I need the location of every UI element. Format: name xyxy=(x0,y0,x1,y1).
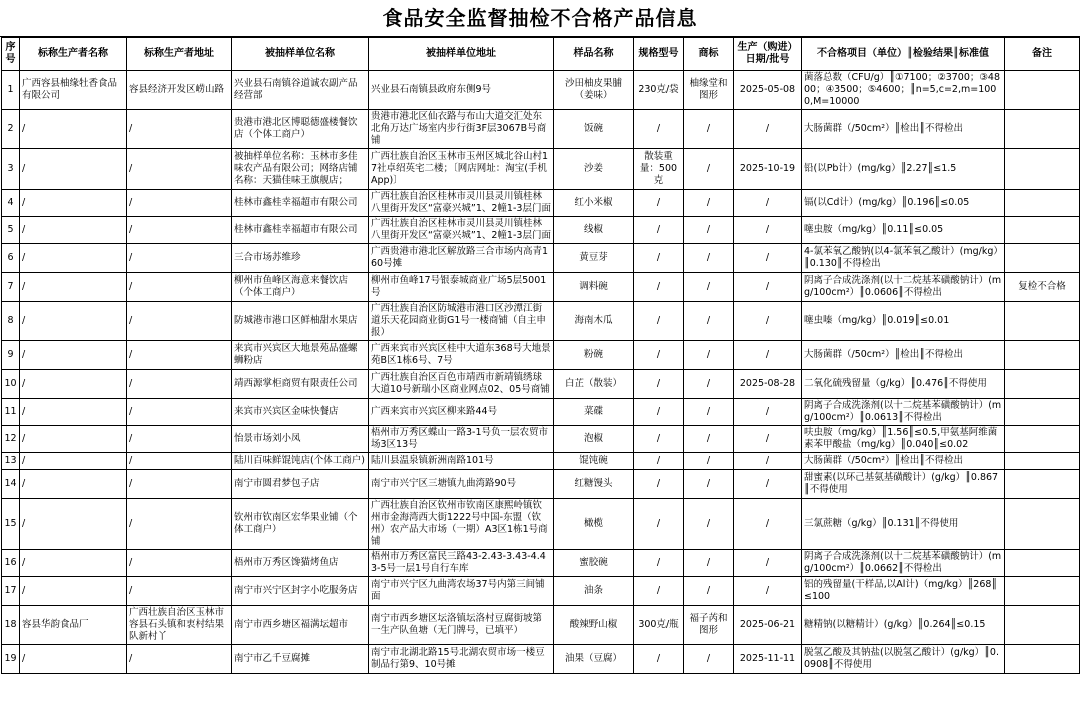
table-cell: 铅(以Pb计）(mg/kg）║2.27║≤1.5 xyxy=(802,149,1005,190)
table-cell: 南宁市兴宁区九曲湾农场37号内第三间铺面 xyxy=(369,577,554,606)
table-header-row xyxy=(2,38,1080,71)
table-cell: 广西来宾市兴宾区柳来路44号 xyxy=(369,399,554,426)
table-cell: 柳州市鱼峰区海意来餐饮店（个体工商户） xyxy=(232,273,369,302)
table-cell: 大肠菌群（/50cm²）║检出║不得检出 xyxy=(802,341,1005,370)
table-cell: 酸辣野山椒 xyxy=(554,606,634,645)
table-cell: 柚缘堂和图形 xyxy=(684,71,734,110)
table-cell: 沙田柚皮果脯（姜味） xyxy=(554,71,634,110)
table-cell: 二氧化硫残留量（g/kg）║0.476║不得使用 xyxy=(802,370,1005,399)
table-cell: 阴离子合成洗涤剂(以十二烷基苯磺酸钠计）(mg/100cm²）║0.0662║不得检出 xyxy=(802,550,1005,577)
table-cell: / xyxy=(127,399,232,426)
table-cell: 橄榄 xyxy=(554,499,634,550)
table-cell: 230克/袋 xyxy=(634,71,684,110)
table-cell: 贵港市港北区仙衣路与布山大道交汇处东北角万达广场室内步行街3F层3067B号商铺 xyxy=(369,110,554,149)
table-row xyxy=(2,606,1080,645)
table-cell: 广西容县柚缘牡香食品有限公司 xyxy=(20,71,127,110)
table-row xyxy=(2,149,1080,190)
table-cell: 桂林市鑫桂幸福超市有限公司 xyxy=(232,190,369,217)
table-cell: 13 xyxy=(2,453,20,470)
table-cell: / xyxy=(20,190,127,217)
table-cell: / xyxy=(127,499,232,550)
table-cell: 广西壮族自治区防城港市港口区沙潭江街道乐天花园商业街G1号一楼商铺（自主申报） xyxy=(369,302,554,341)
table-cell: 柳州市鱼峰17号银泰城商业广场5层5001号 xyxy=(369,273,554,302)
table-cell: / xyxy=(127,149,232,190)
table-cell xyxy=(1005,370,1080,399)
table-cell: 桂林市鑫桂幸福超市有限公司 xyxy=(232,217,369,244)
table-cell: / xyxy=(127,453,232,470)
table-cell: 广西壮族自治区桂林市灵川县灵川镇桂林八里街开发区“富豪兴城”1、2幢1-3层门面 xyxy=(369,217,554,244)
table-cell: 16 xyxy=(2,550,20,577)
table-cell: 南宁市乙千豆腐摊 xyxy=(232,645,369,674)
document-title: 食品安全监督抽检不合格产品信息 xyxy=(0,0,1080,37)
table-cell: / xyxy=(20,273,127,302)
table-cell: 菜碟 xyxy=(554,399,634,426)
table-row xyxy=(2,550,1080,577)
table-cell: / xyxy=(20,645,127,674)
table-cell: 大肠菌群（/50cm²）║检出║不得检出 xyxy=(802,110,1005,149)
table-cell: / xyxy=(684,341,734,370)
table-cell: / xyxy=(684,426,734,453)
unqualified-products-table xyxy=(1,37,1080,674)
column-header: 标称生产者地址 xyxy=(127,38,232,71)
table-cell: 2025-08-28 xyxy=(734,370,802,399)
table-cell: / xyxy=(734,273,802,302)
table-cell: / xyxy=(634,302,684,341)
table-cell: 镉(以Cd计）(mg/kg）║0.196║≤0.05 xyxy=(802,190,1005,217)
table-cell: / xyxy=(734,577,802,606)
table-cell: 来宾市兴宾区大地景苑品盛螺蛳粉店 xyxy=(232,341,369,370)
table-cell: 广西壮族自治区桂林市灵川县灵川镇桂林八里街开发区“富豪兴城”1、2幢1-3层门面 xyxy=(369,190,554,217)
table-cell: 广西贵港市港北区解放路三合市场内高青160号摊 xyxy=(369,244,554,273)
table-cell: 兴业县石南镇谷道诚农副产品经营部 xyxy=(232,71,369,110)
table-cell: 广西壮族自治区玉林市容县石头镇和衷村结果队新村丫 xyxy=(127,606,232,645)
table-cell: / xyxy=(684,645,734,674)
table-cell xyxy=(1005,577,1080,606)
table-cell: 4 xyxy=(2,190,20,217)
table-row xyxy=(2,341,1080,370)
table-cell: 11 xyxy=(2,399,20,426)
table-cell: 300克/瓶 xyxy=(634,606,684,645)
table-cell: 粉碗 xyxy=(554,341,634,370)
table-cell: 6 xyxy=(2,244,20,273)
table-cell: / xyxy=(684,110,734,149)
table-row xyxy=(2,273,1080,302)
table-cell: 广西壮族自治区百色市靖西市新靖镇绣球大道10号新瑞小区商业网点02、05号商铺 xyxy=(369,370,554,399)
table-cell xyxy=(1005,244,1080,273)
table-cell xyxy=(1005,341,1080,370)
table-cell: / xyxy=(127,550,232,577)
table-cell: / xyxy=(20,110,127,149)
table-cell: 三合市场苏维珍 xyxy=(232,244,369,273)
table-cell: / xyxy=(684,550,734,577)
table-cell: 三氯蔗糖（g/kg）║0.131║不得使用 xyxy=(802,499,1005,550)
table-cell: / xyxy=(127,190,232,217)
table-cell: 贵港市港北区博聪德盛楼餐饮店（个体工商户） xyxy=(232,110,369,149)
table-cell: 南宁市西乡塘区坛洛镇坛洛村豆腐街坡第一生产队鱼塘（无门牌号，已填平） xyxy=(369,606,554,645)
table-cell: / xyxy=(634,190,684,217)
table-row xyxy=(2,244,1080,273)
table-cell: / xyxy=(684,499,734,550)
table-cell: 2025-11-11 xyxy=(734,645,802,674)
table-cell: 4-氯苯氧乙酸钠(以4-氯苯氧乙酸计）(mg/kg）║0.130║不得检出 xyxy=(802,244,1005,273)
table-row xyxy=(2,499,1080,550)
table-row xyxy=(2,217,1080,244)
table-cell xyxy=(1005,302,1080,341)
table-cell: / xyxy=(127,110,232,149)
column-header: 样品名称 xyxy=(554,38,634,71)
table-cell: 广西壮族自治区钦州市钦南区康熙岭镇钦州市金海湾西大街1222号中国-东盟（钦州）农产品大市场（一期）A3区1栋1号商铺 xyxy=(369,499,554,550)
table-row xyxy=(2,426,1080,453)
table-cell: / xyxy=(734,190,802,217)
table-cell: / xyxy=(127,341,232,370)
table-cell: / xyxy=(734,453,802,470)
table-cell: 广西壮族自治区玉林市玉州区城北谷山村17社卓绍英宅二楼；〔网店网址：淘宝(手机App)〕 xyxy=(369,149,554,190)
table-cell: / xyxy=(684,273,734,302)
table-cell: 梧州市万秀区富民三路43-2.43-3.43-4.43-5号一层1号自行车库 xyxy=(369,550,554,577)
table-row xyxy=(2,577,1080,606)
table-cell: / xyxy=(20,302,127,341)
table-cell: 18 xyxy=(2,606,20,645)
table-cell: 5 xyxy=(2,217,20,244)
table-cell xyxy=(1005,71,1080,110)
table-cell: 陆川百味鲜馄饨店(个体工商户) xyxy=(232,453,369,470)
table-cell xyxy=(1005,149,1080,190)
table-cell: 黄豆芽 xyxy=(554,244,634,273)
table-cell: 来宾市兴宾区金味快餐店 xyxy=(232,399,369,426)
table-cell: / xyxy=(684,399,734,426)
table-cell: 2025-10-19 xyxy=(734,149,802,190)
table-cell: 呋虫胺（mg/kg）║1.56║≤0.5,甲氨基阿维菌素苯甲酸盐（mg/kg）║0.040║≤0.02 xyxy=(802,426,1005,453)
table-cell: 钦州市钦南区宏华果业铺（个体工商户） xyxy=(232,499,369,550)
column-header: 备注 xyxy=(1005,38,1080,71)
table-cell xyxy=(1005,399,1080,426)
table-cell: / xyxy=(634,217,684,244)
table-cell xyxy=(1005,190,1080,217)
table-cell: 南宁市兴宁区封字小吃服务店 xyxy=(232,577,369,606)
table-cell xyxy=(1005,217,1080,244)
table-cell: 油条 xyxy=(554,577,634,606)
table-cell: / xyxy=(684,453,734,470)
table-cell xyxy=(1005,426,1080,453)
column-header: 序号 xyxy=(2,38,20,71)
table-cell: 油果（豆腐） xyxy=(554,645,634,674)
table-cell: 防城港市港口区鲜柚甜水果店 xyxy=(232,302,369,341)
table-cell: 线椒 xyxy=(554,217,634,244)
table-cell: 菌落总数（CFU/g）║①7100；②3700；③4800；④3500；⑤4600；║n=5,c=2,m=1000,M=10000 xyxy=(802,71,1005,110)
table-cell: 复检不合格 xyxy=(1005,273,1080,302)
table-cell: / xyxy=(684,149,734,190)
table-cell: 15 xyxy=(2,499,20,550)
table-cell: 容县华韵食品厂 xyxy=(20,606,127,645)
table-cell: / xyxy=(634,577,684,606)
table-cell: / xyxy=(20,550,127,577)
table-cell: 兴业县石南镇县政府东侧9号 xyxy=(369,71,554,110)
column-header: 生产（购进）日期/批号 xyxy=(734,38,802,71)
table-cell: 8 xyxy=(2,302,20,341)
table-cell: 南宁市西乡塘区福满坛超市 xyxy=(232,606,369,645)
table-cell: 红小米椒 xyxy=(554,190,634,217)
table-cell: 1 xyxy=(2,71,20,110)
table-cell: / xyxy=(20,244,127,273)
table-cell: / xyxy=(127,273,232,302)
table-cell: 怡景市场刘小凤 xyxy=(232,426,369,453)
table-cell: / xyxy=(20,453,127,470)
table-cell: 容县经济开发区崂山路 xyxy=(127,71,232,110)
table-cell: 南宁市北湖北路15号北湖农贸市场一楼豆制品行第9、10号摊 xyxy=(369,645,554,674)
table-cell: 铝的残留量(干样品,以Al计)（mg/kg）║268║≤100 xyxy=(802,577,1005,606)
table-cell: / xyxy=(734,399,802,426)
table-cell: / xyxy=(20,399,127,426)
table-cell: / xyxy=(634,399,684,426)
table-cell xyxy=(1005,645,1080,674)
table-cell: / xyxy=(634,550,684,577)
table-cell: / xyxy=(684,470,734,499)
table-cell: 陆川县温泉镇新洲南路101号 xyxy=(369,453,554,470)
table-cell xyxy=(1005,499,1080,550)
table-cell: 3 xyxy=(2,149,20,190)
table-row xyxy=(2,71,1080,110)
table-row xyxy=(2,399,1080,426)
table-cell: / xyxy=(734,426,802,453)
table-cell: / xyxy=(127,244,232,273)
table-cell: 南宁市圆君梦包子店 xyxy=(232,470,369,499)
table-cell: / xyxy=(20,426,127,453)
column-header: 商标 xyxy=(684,38,734,71)
table-cell: 广西来宾市兴宾区桂中大道东368号大地景苑B区1栋6号、7号 xyxy=(369,341,554,370)
column-header: 标称生产者名称 xyxy=(20,38,127,71)
table-cell xyxy=(1005,606,1080,645)
table-cell: / xyxy=(127,370,232,399)
table-cell: 福子芮和图形 xyxy=(684,606,734,645)
table-row xyxy=(2,645,1080,674)
table-cell xyxy=(1005,470,1080,499)
table-cell: 梧州市万秀区馋猫烤鱼店 xyxy=(232,550,369,577)
table-cell: / xyxy=(734,110,802,149)
column-header: 被抽样单位地址 xyxy=(369,38,554,71)
table-cell: / xyxy=(127,426,232,453)
table-cell: 噻虫胺（mg/kg）║0.11║≤0.05 xyxy=(802,217,1005,244)
table-cell: / xyxy=(684,217,734,244)
table-cell: 脱氢乙酸及其钠盐(以脱氢乙酸计）(g/kg）║0.0908║不得使用 xyxy=(802,645,1005,674)
table-row xyxy=(2,470,1080,499)
table-cell: 馄饨碗 xyxy=(554,453,634,470)
table-cell: / xyxy=(684,370,734,399)
table-row xyxy=(2,302,1080,341)
table-cell: / xyxy=(634,370,684,399)
table-cell: / xyxy=(634,470,684,499)
table-cell: 2025-05-08 xyxy=(734,71,802,110)
table-cell: / xyxy=(127,645,232,674)
table-row xyxy=(2,110,1080,149)
table-cell: / xyxy=(127,470,232,499)
table-cell: 梧州市万秀区蝶山一路3-1号负一层农贸市场3区13号 xyxy=(369,426,554,453)
table-cell: 大肠菌群（/50cm²）║检出║不得检出 xyxy=(802,453,1005,470)
table-cell: 14 xyxy=(2,470,20,499)
table-cell: / xyxy=(20,217,127,244)
table-cell xyxy=(1005,453,1080,470)
table-cell: / xyxy=(20,470,127,499)
table-cell: 靖西源掌柜商贸有限责任公司 xyxy=(232,370,369,399)
table-cell xyxy=(1005,110,1080,149)
table-cell: 甜蜜素(以环己基氨基磺酸计）(g/kg）║0.867║不得使用 xyxy=(802,470,1005,499)
table-cell: / xyxy=(634,341,684,370)
table-cell: / xyxy=(20,499,127,550)
table-cell: / xyxy=(684,190,734,217)
table-cell: 2025-06-21 xyxy=(734,606,802,645)
table-cell: 海南木瓜 xyxy=(554,302,634,341)
table-cell: 17 xyxy=(2,577,20,606)
table-cell: 2 xyxy=(2,110,20,149)
table-cell: / xyxy=(684,244,734,273)
table-cell: 19 xyxy=(2,645,20,674)
table-cell: 糖精钠(以糖精计）(g/kg）║0.264║≤0.15 xyxy=(802,606,1005,645)
table-cell: 被抽样单位名称：玉林市多佳味农产品有限公司；网络店铺名称：天猫佳味王旗舰店； xyxy=(232,149,369,190)
table-cell: / xyxy=(20,370,127,399)
table-cell: / xyxy=(634,110,684,149)
table-row xyxy=(2,190,1080,217)
table-cell: / xyxy=(734,470,802,499)
table-cell: 饭碗 xyxy=(554,110,634,149)
table-cell: / xyxy=(734,302,802,341)
column-header: 规格型号 xyxy=(634,38,684,71)
table-cell: / xyxy=(734,217,802,244)
table-cell: 白芷（散装） xyxy=(554,370,634,399)
column-header: 被抽样单位名称 xyxy=(232,38,369,71)
table-cell: 泡椒 xyxy=(554,426,634,453)
table-cell: / xyxy=(734,244,802,273)
table-cell: / xyxy=(634,244,684,273)
table-cell: 南宁市兴宁区三塘镇九曲湾路90号 xyxy=(369,470,554,499)
table-cell: / xyxy=(20,577,127,606)
column-header: 不合格项目（单位）║检验结果║标准值 xyxy=(802,38,1005,71)
table-cell: 调料碗 xyxy=(554,273,634,302)
table-cell: / xyxy=(127,577,232,606)
table-cell: / xyxy=(734,550,802,577)
table-cell: / xyxy=(734,341,802,370)
table-cell: 7 xyxy=(2,273,20,302)
table-cell: / xyxy=(20,149,127,190)
table-cell: / xyxy=(634,645,684,674)
table-cell: / xyxy=(634,499,684,550)
table-cell: / xyxy=(127,217,232,244)
table-cell: / xyxy=(634,273,684,302)
table-cell: / xyxy=(634,426,684,453)
table-cell: 蜜胶碗 xyxy=(554,550,634,577)
table-cell xyxy=(1005,550,1080,577)
table-cell: 10 xyxy=(2,370,20,399)
table-cell: / xyxy=(684,577,734,606)
table-cell: 阴离子合成洗涤剂(以十二烷基苯磺酸钠计）(mg/100cm²）║0.0613║不得检出 xyxy=(802,399,1005,426)
table-cell: / xyxy=(734,499,802,550)
table-row xyxy=(2,453,1080,470)
table-cell: / xyxy=(634,453,684,470)
table-cell: / xyxy=(20,341,127,370)
table-row xyxy=(2,370,1080,399)
table-cell: 噻虫嗪（mg/kg）║0.019║≤0.01 xyxy=(802,302,1005,341)
table-cell: 阴离子合成洗涤剂(以十二烷基苯磺酸钠计）(mg/100cm²）║0.0606║不得检出 xyxy=(802,273,1005,302)
table-cell: / xyxy=(684,302,734,341)
table-cell: 红糖馒头 xyxy=(554,470,634,499)
table-cell: 沙姜 xyxy=(554,149,634,190)
table-cell: 散装重量：500克 xyxy=(634,149,684,190)
table-cell: / xyxy=(127,302,232,341)
table-body xyxy=(2,71,1080,674)
table-cell: 12 xyxy=(2,426,20,453)
table-cell: 9 xyxy=(2,341,20,370)
